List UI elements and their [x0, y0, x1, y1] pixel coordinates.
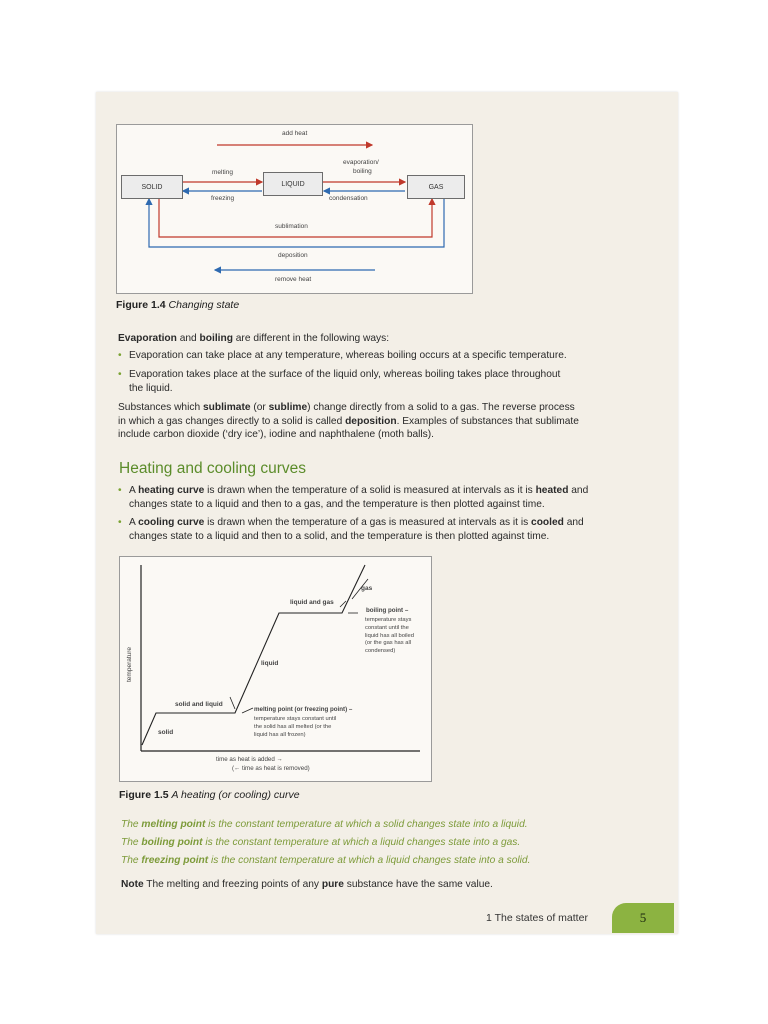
page-number-tab: [612, 903, 674, 933]
chapter-footer: 1 The states of matter: [486, 912, 588, 924]
page-number: 5: [639, 910, 647, 925]
changing-state-diagram: [116, 124, 473, 294]
figure-1-4-caption: [116, 299, 239, 311]
x-axis-label-cooling: (← time as heat is removed): [232, 765, 310, 772]
evap-bullet-2: • Evaporation takes place at the surface of the liquid only, whereas boiling takes place throughout the liquid.: [118, 369, 561, 394]
figure-number: Figure 1.4: [116, 299, 166, 311]
solid-and-liquid-label: solid and liquid: [175, 701, 223, 708]
evap-bullet-1: • Evaporation can take place at any temperature, whereas boiling occurs at a specific temperature.: [118, 350, 567, 361]
y-axis-label: temperature: [126, 646, 133, 682]
solid-box: SOLID: [121, 175, 183, 199]
sublimation-label: sublimation: [275, 223, 308, 230]
gas-label: gas: [361, 585, 373, 592]
sublimation-paragraph: Substances which sublimate (or sublime) change directly from a solid to a gas. The reverse process in which a gas changes directly to a solid is called deposition. Examples of substances that sublimate include carbon dioxide (‘dry ice’), iodine and naphthalene (moth balls).: [118, 402, 579, 440]
changing-state-arrows: [117, 125, 472, 293]
liquid-and-gas-label: liquid and gas: [290, 599, 334, 606]
melting-point-label: melting point (or freezing point) –: [254, 706, 353, 713]
note-paragraph: Note The melting and freezing points of any pure substance have the same value.: [121, 879, 493, 890]
gas-box: GAS: [407, 175, 465, 199]
deposition-label: deposition: [278, 252, 308, 259]
evap-boil-intro: Evaporation and boiling are different in the following ways:: [118, 333, 390, 344]
boiling-point-description: temperature stays constant until the liquid has all boiled (or the gas has all condensed): [365, 617, 414, 655]
liquid-box: LIQUID: [263, 172, 323, 196]
boiling-label: boiling: [353, 168, 372, 175]
freezing-point-definition: The freezing point is the constant temperature at which a liquid changes state into a solid.: [121, 855, 531, 866]
melting-label: melting: [212, 169, 233, 176]
freezing-label: freezing: [211, 195, 235, 202]
boiling-point-label: boiling point –: [366, 607, 409, 614]
melting-point-definition: The melting point is the constant temperature at which a solid changes state into a liquid.: [121, 819, 528, 830]
melting-point-description: temperature stays constant until the solid has all melted (or the liquid has all frozen): [254, 716, 337, 738]
sublimation-arrow: [159, 198, 432, 237]
heating-curve-bullet: • A heating curve is drawn when the temperature of a solid is measured at intervals as it is heated and changes state to a liquid and then to a gas, and the temperature is then plotted against time.: [118, 485, 589, 510]
heating-curve-plot: [120, 557, 431, 781]
figure-1-5-caption: [119, 789, 300, 801]
evaporation-label: evaporation/: [343, 159, 379, 166]
solid-liquid-pointer: [230, 697, 235, 709]
bullet-dot: •: [118, 369, 122, 380]
cooling-curve-bullet: • A cooling curve is drawn when the temperature of a gas is measured at intervals as it is cooled and changes state to a liquid and then to a solid, and the temperature is then plotted against time.: [118, 517, 584, 542]
add-heat-label: add heat: [282, 130, 308, 137]
boiling-point-definition: The boiling point is the constant temperature at which a liquid changes state into a gas.: [121, 837, 521, 848]
figure-title: A heating (or cooling) curve: [171, 789, 300, 801]
remove-heat-label: remove heat: [275, 276, 312, 283]
section-heading: Heating and cooling curves: [119, 460, 306, 477]
solid-label: solid: [158, 729, 174, 736]
figure-number: Figure 1.5: [119, 789, 169, 801]
heating-curve-diagram: [119, 556, 432, 782]
condensation-label: condensation: [329, 195, 368, 202]
x-axis-label-heating: time as heat is added →: [216, 756, 283, 763]
bullet-dot: •: [118, 350, 122, 361]
liquid-label: liquid: [261, 660, 279, 667]
figure-title: Changing state: [168, 299, 240, 311]
